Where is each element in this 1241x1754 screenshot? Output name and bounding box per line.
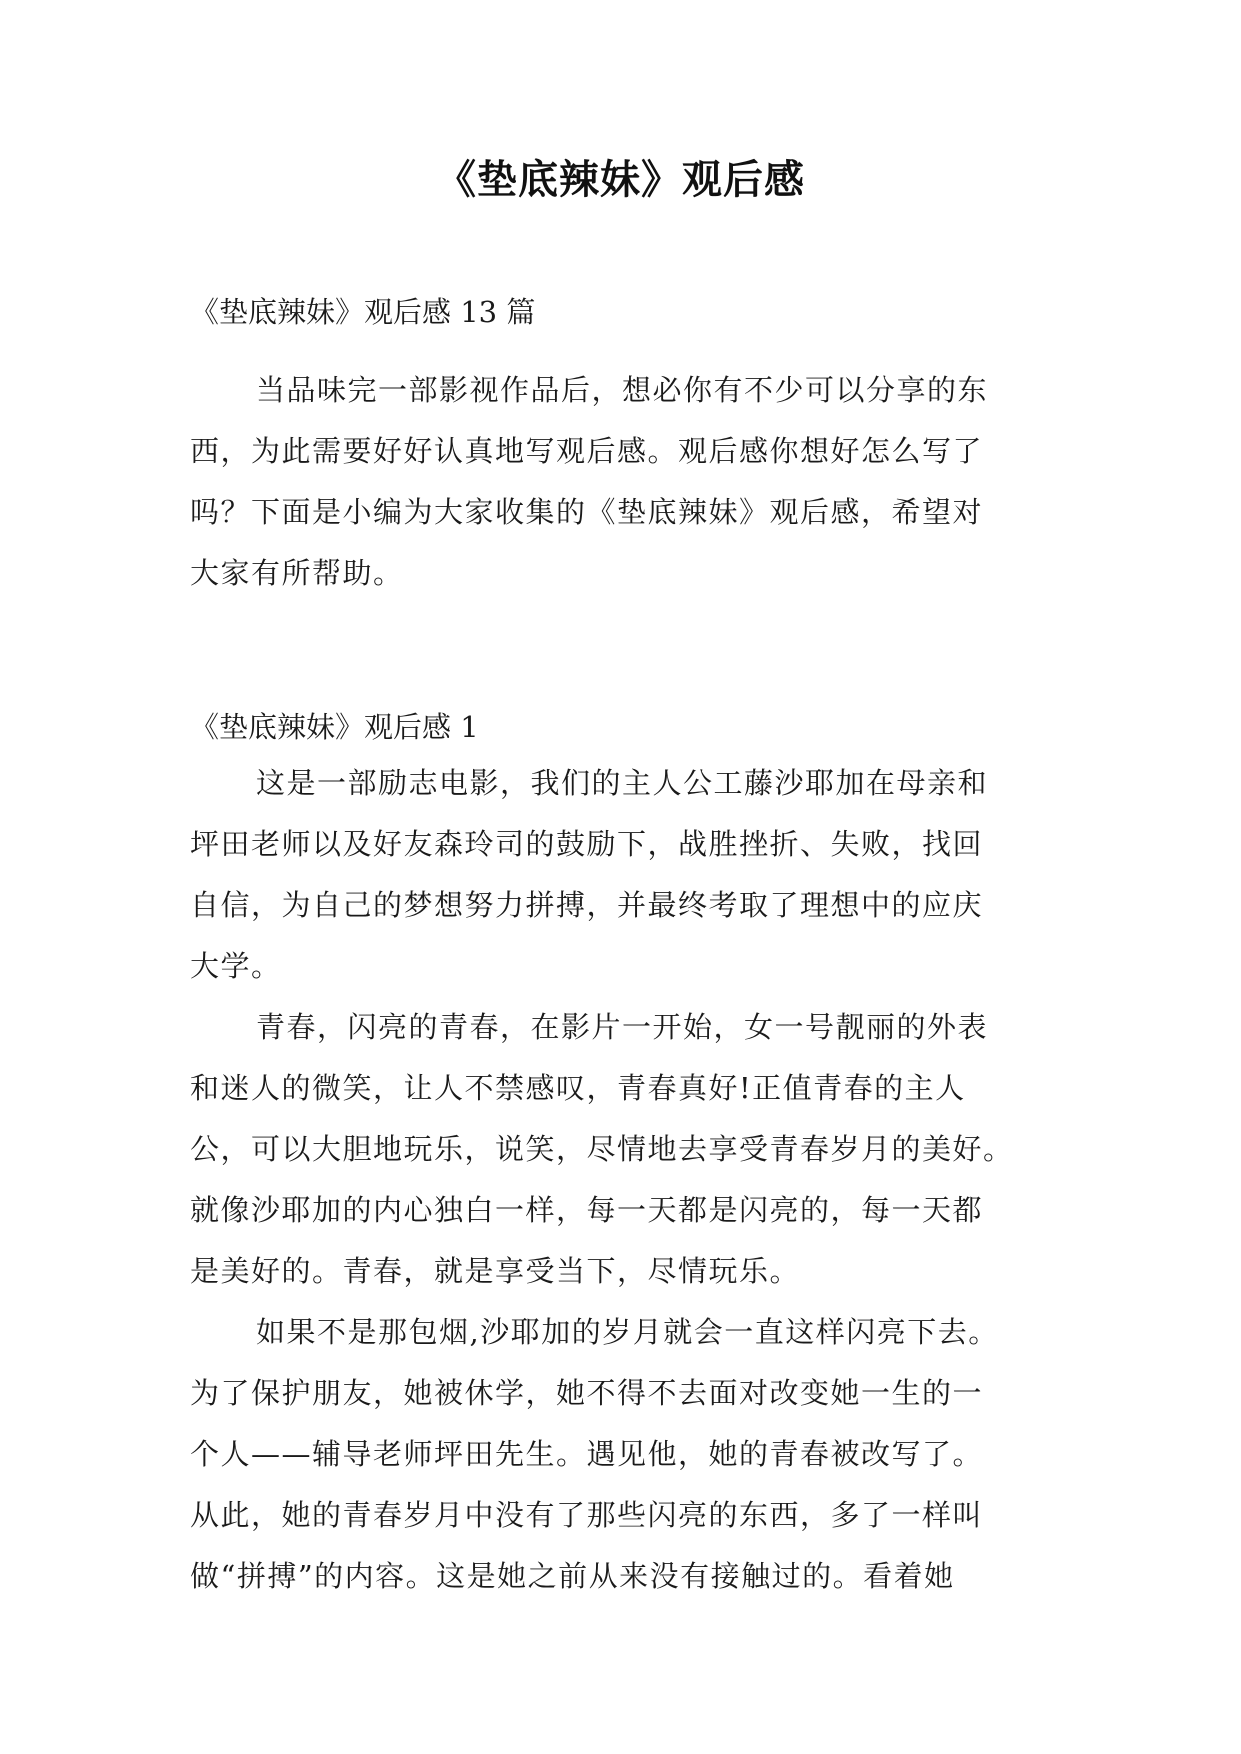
body-paragraph-3 — [190, 1302, 1060, 1607]
paragraph-line: 和迷人的微笑，让人不禁感叹，青春真好!正值青春的主人 — [190, 1071, 966, 1105]
paragraph-line: 青春，闪亮的青春，在影片一开始，女一号靓丽的外表 — [256, 1010, 989, 1044]
paragraph-line: 大家有所帮助。 — [190, 556, 404, 590]
document-subtitle: 《垫底辣妹》观后感 13 篇 — [190, 295, 536, 329]
paragraph-line: 大学。 — [190, 949, 282, 983]
paragraph-line: 个人——辅导老师坪田先生。遇见他，她的青春被改写了。 — [190, 1437, 984, 1471]
paragraph-line: 如果不是那包烟,沙耶加的岁月就会一直这样闪亮下去。 — [256, 1315, 999, 1349]
paragraph-line: 公，可以大胆地玩乐，说笑，尽情地去享受青春岁月的美好。 — [190, 1132, 1014, 1166]
section-heading: 《垫底辣妹》观后感 1 — [190, 710, 479, 744]
paragraph-line: 从此，她的青春岁月中没有了那些闪亮的东西，多了一样叫 — [190, 1498, 984, 1532]
paragraph-line: 当品味完一部影视作品后，想必你有不少可以分享的东 — [256, 373, 989, 407]
paragraph-line: 做“拼搏”的内容。这是她之前从来没有接触过的。看着她 — [190, 1559, 955, 1593]
paragraph-line: 为了保护朋友，她被休学，她不得不去面对改变她一生的一 — [190, 1376, 984, 1410]
paragraph-line: 是美好的。青春，就是享受当下，尽情玩乐。 — [190, 1254, 801, 1288]
paragraph-line: 坪田老师以及好友森玲司的鼓励下，战胜挫折、失败，找回 — [190, 827, 984, 861]
intro-paragraph — [190, 360, 1060, 604]
document-title: 《垫底辣妹》观后感 — [436, 157, 805, 203]
paragraph-line: 自信，为自己的梦想努力拼搏，并最终考取了理想中的应庆 — [190, 888, 984, 922]
paragraph-line: 这是一部励志电影，我们的主人公工藤沙耶加在母亲和 — [256, 766, 989, 800]
body-paragraph-1 — [190, 753, 1060, 997]
paragraph-line: 就像沙耶加的内心独白一样，每一天都是闪亮的，每一天都 — [190, 1193, 984, 1227]
paragraph-line: 吗？下面是小编为大家收集的《垫底辣妹》观后感，希望对 — [190, 495, 984, 529]
body-paragraph-2 — [190, 997, 1060, 1302]
paragraph-line: 西，为此需要好好认真地写观后感。观后感你想好怎么写了 — [190, 434, 984, 468]
